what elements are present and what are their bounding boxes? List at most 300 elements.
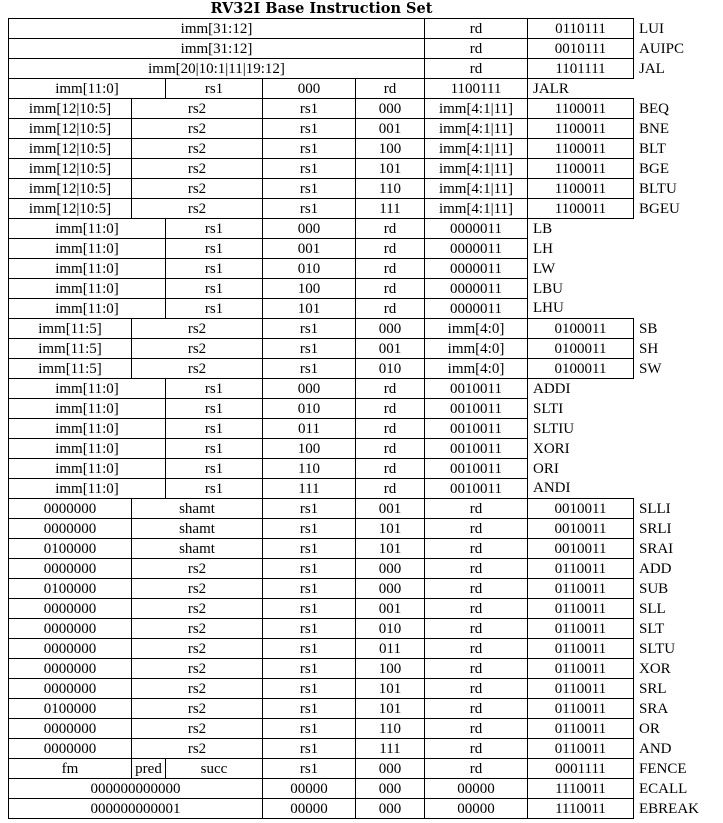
instruction-row [9,759,717,779]
field-cell: imm[11:0] [9,479,166,499]
mnemonic-label: ANDI [533,480,571,497]
field-cell: 111 [356,739,425,759]
field-cell: imm[4:1|11] [425,139,528,159]
field-cell: 100 [263,439,356,459]
field-cell: 0000011 [425,299,528,319]
field-cell: rd [425,619,528,639]
mnemonic-label: ADDI [533,380,571,397]
field-cell: 101 [356,699,425,719]
field-cell: 0100011 [528,319,634,339]
field-cell: imm[4:1|11] [425,199,528,219]
field-cell: 0010011 [425,399,528,419]
field-cell: 0100000 [9,579,132,599]
field-cell: rs1 [263,179,356,199]
field-cell: 1100111 [425,79,528,99]
field-cell: rs1 [263,339,356,359]
field-cell: rs1 [166,239,263,259]
field-cell: 000 [356,99,425,119]
instruction-row [9,219,717,239]
field-cell: rd [356,219,425,239]
field-cell: 1100011 [528,199,634,219]
field-cell: 0110011 [528,699,634,719]
field-cell: rs1 [166,479,263,499]
field-cell: 0000011 [425,259,528,279]
field-cell: rd [356,459,425,479]
mnemonic-label: SLTI [533,400,564,417]
mnemonic-label: SB [639,320,658,337]
field-cell: 100 [356,659,425,679]
field-cell: 0010111 [528,39,634,59]
field-cell: rd [425,739,528,759]
field-cell: 0010011 [425,419,528,439]
field-cell: 0110011 [528,639,634,659]
field-cell: rd [356,299,425,319]
field-cell: rd [425,659,528,679]
field-cell: 011 [263,419,356,439]
field-cell: rs2 [132,559,263,579]
field-cell: 00000 [263,779,356,799]
field-cell: rs2 [132,99,263,119]
field-cell: rd [356,279,425,299]
field-cell: 0000000 [9,719,132,739]
field-cell: rs2 [132,159,263,179]
field-cell: rs1 [166,259,263,279]
field-cell: imm[11:5] [9,319,132,339]
field-cell: imm[12|10:5] [9,199,132,219]
instruction-table-body [9,19,717,819]
field-cell: rs1 [263,759,356,779]
field-cell: 0110011 [528,659,634,679]
instruction-row [9,639,717,659]
mnemonic-label: AUIPC [639,40,685,57]
field-cell: 1100011 [528,139,634,159]
mnemonic-label: LW [533,260,556,277]
mnemonic-label: OR [639,720,660,737]
field-cell: rs1 [166,299,263,319]
field-cell: 111 [356,199,425,219]
instruction-row [9,559,717,579]
field-cell: rs1 [263,599,356,619]
mnemonic-label: SUB [639,580,669,597]
field-cell: rd [356,379,425,399]
field-cell: rs1 [166,379,263,399]
field-cell: 1100011 [528,99,634,119]
field-cell: rs1 [263,319,356,339]
field-cell: rd [425,539,528,559]
instruction-row [9,599,717,619]
instruction-row [9,579,717,599]
instruction-row [9,699,717,719]
field-cell: 000 [356,759,425,779]
field-cell: rd [356,419,425,439]
mnemonic-label: EBREAK [639,800,699,817]
field-cell: rs2 [132,339,263,359]
instruction-row [9,439,717,459]
field-cell: 0000000 [9,739,132,759]
field-cell: rs1 [263,739,356,759]
field-cell: rs1 [263,519,356,539]
mnemonic-label: LB [533,220,553,237]
field-cell: rs2 [132,579,263,599]
field-cell: rs1 [263,359,356,379]
field-cell: 000 [263,219,356,239]
field-cell: rs2 [132,359,263,379]
mnemonic-label: SH [639,340,659,357]
mnemonic-label: LH [533,240,553,257]
instruction-row [9,319,717,339]
field-cell: imm[11:5] [9,339,132,359]
field-cell: rs1 [263,639,356,659]
field-cell: pred [132,759,166,779]
instruction-row [9,99,717,119]
field-cell: 1110011 [528,799,634,819]
field-cell: 101 [356,159,425,179]
mnemonic-label: ECALL [639,780,688,797]
mnemonic-label: SLLI [639,500,671,517]
field-cell: 000 [356,779,425,799]
field-cell: rd [425,59,528,79]
mnemonic-label: ORI [533,460,559,477]
field-cell: imm[11:0] [9,219,166,239]
instruction-row [9,359,717,379]
field-cell: 000 [356,559,425,579]
instruction-row [9,659,717,679]
instruction-row [9,259,717,279]
field-cell: 001 [263,239,356,259]
field-cell: rs1 [263,619,356,639]
instruction-row [9,299,717,319]
field-cell: imm[4:0] [425,359,528,379]
field-cell: rs1 [166,79,263,99]
field-cell: 0000000 [9,499,132,519]
field-cell: rd [425,499,528,519]
field-cell: rs1 [263,539,356,559]
field-cell: rd [356,239,425,259]
mnemonic-label: BGE [639,160,669,177]
field-cell: 0000000 [9,659,132,679]
field-cell: 101 [356,539,425,559]
field-cell: 011 [356,639,425,659]
field-cell: imm[11:0] [9,459,166,479]
field-cell: 010 [356,619,425,639]
instruction-row [9,79,717,99]
field-cell: rs2 [132,199,263,219]
field-cell: rd [356,399,425,419]
field-cell: 0010011 [528,539,634,559]
field-cell: 001 [356,499,425,519]
field-cell: 0110011 [528,559,634,579]
instruction-row [9,179,717,199]
mnemonic-label: FENCE [639,760,687,777]
field-cell: 0110011 [528,739,634,759]
field-cell: 0000000 [9,559,132,579]
field-cell: 010 [263,259,356,279]
field-cell: rs2 [132,659,263,679]
instruction-row [9,419,717,439]
field-cell: rs2 [132,319,263,339]
field-cell: imm[11:0] [9,419,166,439]
field-cell: rs1 [263,119,356,139]
instruction-row [9,19,717,39]
field-cell: 1100011 [528,179,634,199]
field-cell: rs1 [263,579,356,599]
field-cell: rs1 [263,679,356,699]
field-cell: 000 [356,579,425,599]
field-cell: 1100011 [528,159,634,179]
field-cell: rs2 [132,179,263,199]
instruction-row [9,479,717,499]
field-cell: imm[12|10:5] [9,179,132,199]
field-cell: 0010011 [425,379,528,399]
mnemonic-label: JALR [533,80,569,97]
field-cell: rs1 [263,199,356,219]
instruction-row [9,499,717,519]
mnemonic-label: SLTU [639,640,676,657]
field-cell: 1110011 [528,779,634,799]
field-cell: rd [356,259,425,279]
field-cell: imm[4:0] [425,339,528,359]
instruction-row [9,719,717,739]
field-cell: 0000011 [425,239,528,259]
field-cell: imm[11:0] [9,259,166,279]
mnemonic-label: SLTIU [533,420,575,437]
field-cell: rd [425,39,528,59]
field-cell: imm[4:1|11] [425,179,528,199]
field-cell: rd [356,479,425,499]
mnemonic-label: SW [639,360,662,377]
instruction-row [9,59,717,79]
instruction-row [9,399,717,419]
field-cell: rd [425,599,528,619]
field-cell: succ [166,759,263,779]
field-cell: 0100000 [9,539,132,559]
mnemonic-label: SRA [639,700,669,717]
mnemonic-label: LBU [533,280,563,297]
field-cell: 0110011 [528,619,634,639]
field-cell: imm[4:1|11] [425,99,528,119]
instruction-set-table [8,18,717,819]
field-cell: rd [425,699,528,719]
mnemonic-label: BLT [639,140,666,157]
field-cell: rd [425,639,528,659]
field-cell: imm[12|10:5] [9,99,132,119]
field-cell: shamt [132,539,263,559]
field-cell: rs1 [263,139,356,159]
field-cell: rd [425,519,528,539]
mnemonic-label: LHU [533,300,564,317]
mnemonic-label: JAL [639,60,665,77]
field-cell: rs2 [132,139,263,159]
field-cell: imm[11:0] [9,239,166,259]
mnemonic-label: AND [639,740,672,757]
field-cell: rd [425,19,528,39]
instruction-row [9,119,717,139]
field-cell: 001 [356,119,425,139]
mnemonic-label: SRAI [639,540,674,557]
field-cell: rd [425,759,528,779]
instruction-row [9,139,717,159]
field-cell: 000 [356,319,425,339]
field-cell: imm[31:12] [9,39,425,59]
field-cell: 101 [356,679,425,699]
field-cell: rs2 [132,639,263,659]
field-cell: 0010011 [528,519,634,539]
field-cell: 110 [356,719,425,739]
mnemonic-label: XOR [639,660,671,677]
field-cell: 1101111 [528,59,634,79]
field-cell: 000 [263,379,356,399]
field-cell: rs1 [263,699,356,719]
field-cell: rs2 [132,739,263,759]
field-cell: 0110011 [528,719,634,739]
field-cell: imm[11:0] [9,299,166,319]
field-cell: rs2 [132,619,263,639]
field-cell: rs1 [166,399,263,419]
instruction-row [9,39,717,59]
mnemonic-label: BLTU [639,180,677,197]
field-cell: imm[11:0] [9,379,166,399]
instruction-row [9,519,717,539]
field-cell: rs2 [132,719,263,739]
mnemonic-label: BNE [639,120,669,137]
field-cell: 000 [356,799,425,819]
instruction-row [9,679,717,699]
field-cell: 0010011 [528,499,634,519]
field-cell: 101 [356,519,425,539]
field-cell: rs1 [263,159,356,179]
field-cell: shamt [132,519,263,539]
field-cell: imm[11:0] [9,79,166,99]
field-cell: 0000000 [9,639,132,659]
field-cell: 111 [263,479,356,499]
field-cell: 000000000000 [9,779,263,799]
table-title: RV32I Base Instruction Set [210,0,433,17]
field-cell: rs1 [263,99,356,119]
field-cell: rs2 [132,119,263,139]
field-cell: 110 [356,179,425,199]
field-cell: 0000011 [425,219,528,239]
field-cell: imm[4:1|11] [425,119,528,139]
field-cell: 0110011 [528,599,634,619]
field-cell: 0000011 [425,279,528,299]
field-cell: 0000000 [9,619,132,639]
field-cell: rd [425,679,528,699]
instruction-row [9,199,717,219]
field-cell: 00000 [425,799,528,819]
field-cell: 0001111 [528,759,634,779]
field-cell: 0000000 [9,519,132,539]
field-cell: rs2 [132,599,263,619]
field-cell: 0010011 [425,459,528,479]
field-cell: 100 [263,279,356,299]
field-cell: rs1 [263,559,356,579]
field-cell: 0100011 [528,339,634,359]
field-cell: imm[11:0] [9,439,166,459]
field-cell: 0100011 [528,359,634,379]
mnemonic-label: SRLI [639,520,672,537]
mnemonic-label: ADD [639,560,672,577]
field-cell: 010 [356,359,425,379]
mnemonic-label: LUI [639,20,664,37]
field-cell: 0000000 [9,679,132,699]
instruction-row [9,539,717,559]
field-cell: 0000000 [9,599,132,619]
mnemonic-label: SRL [639,680,667,697]
field-cell: rd [425,579,528,599]
field-cell: 00000 [263,799,356,819]
field-cell: rs1 [263,719,356,739]
field-cell: fm [9,759,132,779]
field-cell: 0010011 [425,439,528,459]
instruction-row [9,459,717,479]
field-cell: imm[11:0] [9,279,166,299]
mnemonic-label: BEQ [639,100,669,117]
field-cell: imm[4:1|11] [425,159,528,179]
field-cell: shamt [132,499,263,519]
field-cell: 001 [356,599,425,619]
field-cell: 010 [263,399,356,419]
field-cell: rs1 [166,459,263,479]
instruction-row [9,279,717,299]
field-cell: rd [425,719,528,739]
field-cell: 000 [263,79,356,99]
field-cell: imm[11:0] [9,399,166,419]
field-cell: rs1 [263,499,356,519]
field-cell: 001 [356,339,425,359]
field-cell: 0010011 [425,479,528,499]
mnemonic-label: SLL [639,600,666,617]
field-cell: rs1 [166,219,263,239]
field-cell: rs1 [166,439,263,459]
mnemonic-label: SLT [639,620,665,637]
field-cell: imm[12|10:5] [9,139,132,159]
field-cell: imm[11:5] [9,359,132,379]
field-cell: rs2 [132,699,263,719]
instruction-row [9,379,717,399]
field-cell: 101 [263,299,356,319]
field-cell: 000000000001 [9,799,263,819]
field-cell: imm[12|10:5] [9,159,132,179]
field-cell: 0110111 [528,19,634,39]
instruction-row [9,159,717,179]
instruction-row [9,239,717,259]
field-cell: 110 [263,459,356,479]
field-cell: rs1 [166,279,263,299]
mnemonic-label: BGEU [639,200,680,217]
field-cell: 0100000 [9,699,132,719]
field-cell: rs1 [263,659,356,679]
field-cell: rd [356,439,425,459]
instruction-row [9,779,717,799]
field-cell: 0110011 [528,679,634,699]
instruction-row [9,799,717,819]
field-cell: rd [425,559,528,579]
field-cell: 00000 [425,779,528,799]
field-cell: rd [356,79,425,99]
field-cell: rs2 [132,679,263,699]
mnemonic-label: XORI [533,440,570,457]
field-cell: imm[31:12] [9,19,425,39]
field-cell: 0110011 [528,579,634,599]
field-cell: imm[20|10:1|11|19:12] [9,59,425,79]
field-cell: imm[4:0] [425,319,528,339]
instruction-row [9,339,717,359]
field-cell: 1100011 [528,119,634,139]
field-cell: rs1 [166,419,263,439]
field-cell: 100 [356,139,425,159]
instruction-row [9,739,717,759]
field-cell: imm[12|10:5] [9,119,132,139]
